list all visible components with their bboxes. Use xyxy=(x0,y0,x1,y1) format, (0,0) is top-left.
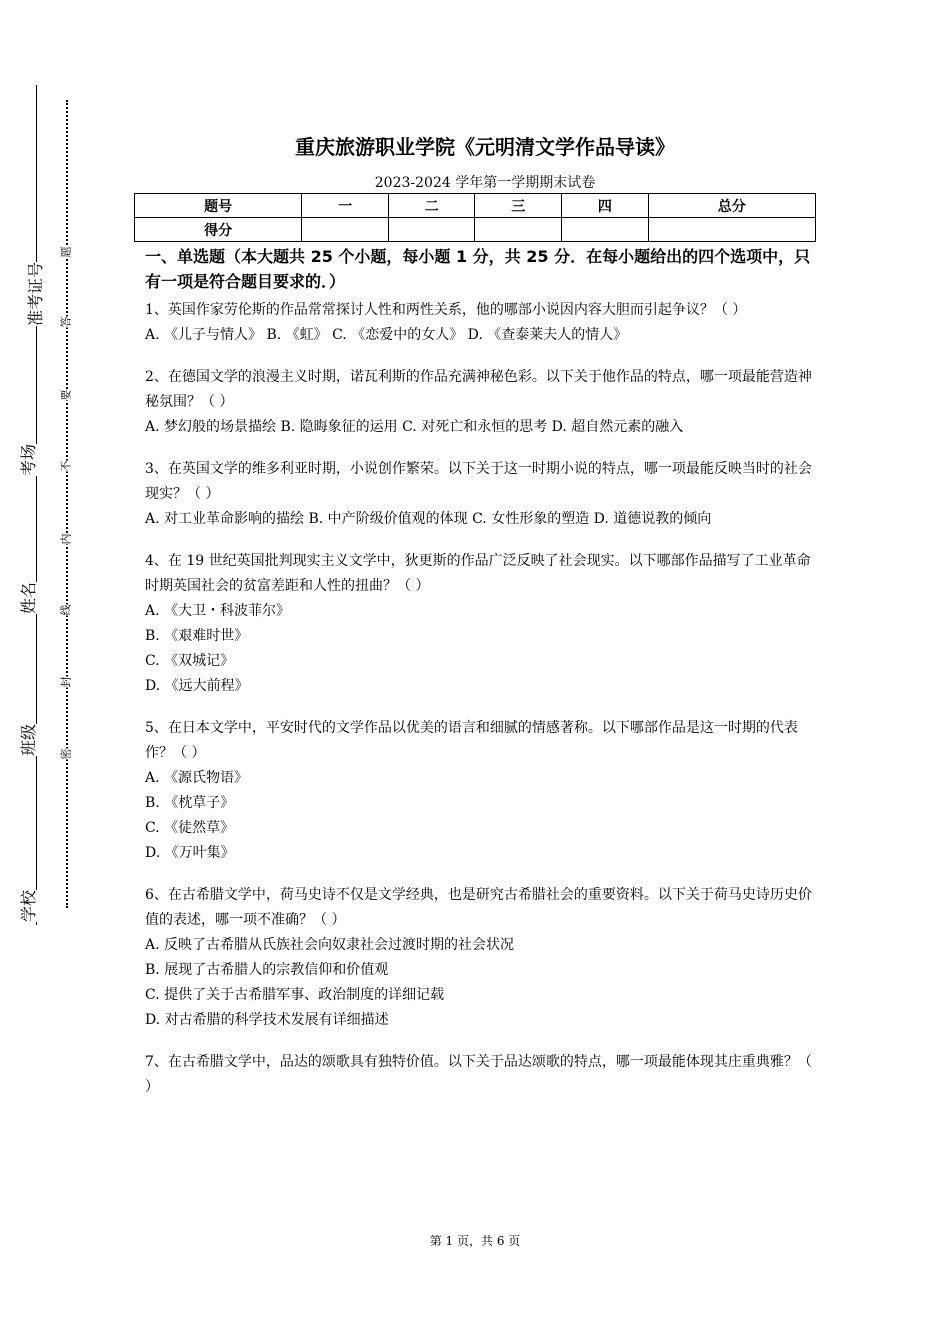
binding-margin xyxy=(0,0,110,1344)
score-cell xyxy=(302,218,389,242)
question-stem: 1、英国作家劳伦斯的作品常常探讨人性和两性关系，他的哪部小说因内容大胆而引起争议？（ ） xyxy=(145,302,747,318)
seal-char: 答 xyxy=(59,316,73,328)
answer-option: C. 《双城记》 xyxy=(145,653,235,669)
question-stem: 7、在古希腊文学中，品达的颂歌具有独特价值。以下关于品达颂歌的特点，哪一项最能体现其庄重典雅？（ ） xyxy=(145,1054,812,1095)
question-stem: 4、在 19 世纪英国批判现实主义文学中，狄更斯的作品广泛反映了社会现实。以下哪部作品描写了工业革命时期英国社会的贫富差距和人性的扭曲？（ ） xyxy=(145,553,811,594)
answer-option: C. 提供了关于古希腊军事、政治制度的详细记载 xyxy=(145,987,445,1003)
seal-char: 不 xyxy=(59,460,73,472)
question-item xyxy=(145,716,817,866)
question-item xyxy=(145,457,817,532)
answer-option: D. 《远大前程》 xyxy=(145,678,249,694)
seal-char: 封 xyxy=(59,676,73,688)
score-cell xyxy=(562,218,649,242)
score-cell xyxy=(475,218,562,242)
question-stem: 6、在古希腊文学中，荷马史诗不仅是文学经典，也是研究古希腊社会的重要资料。以下关于荷马史诗历史价值的表述，哪一项不准确？（ ） xyxy=(145,887,812,928)
score-table-header-row xyxy=(135,194,816,218)
score-table-score-row xyxy=(135,218,816,242)
exam-title: 重庆旅游职业学院《元明清文学作品导读》 xyxy=(295,135,675,159)
answer-option: A. 《源氏物语》 xyxy=(145,770,249,786)
question-area xyxy=(145,244,817,1100)
school-label: 学校 xyxy=(19,889,39,923)
answer-option: C. 《徒然草》 xyxy=(145,820,235,836)
option-list xyxy=(145,507,817,532)
question-stem: 5、在日本文学中，平安时代的文学作品以优美的语言和细腻的情感著称。以下哪部作品是这一时期的代表作？（ ） xyxy=(145,720,798,761)
question-item xyxy=(145,549,817,699)
option-list xyxy=(145,323,817,348)
question-item xyxy=(145,298,817,348)
answer-option: A. 《大卫・科波菲尔》 xyxy=(145,603,291,619)
question-item xyxy=(145,1050,817,1100)
question-item xyxy=(145,883,817,1033)
answer-option: B. 展现了古希腊人的宗教信仰和价值观 xyxy=(145,962,389,978)
question-list xyxy=(145,298,817,1100)
answer-option: A. 《儿子与情人》 B. 《虹》 C. 《恋爱中的女人》 D. 《查泰莱夫人的情人》 xyxy=(145,327,628,343)
seal-char: 题 xyxy=(59,246,73,258)
score-header-cell: 一 xyxy=(302,194,389,218)
seal-char: 要 xyxy=(59,389,73,401)
option-list xyxy=(145,933,817,1033)
option-list xyxy=(145,415,817,440)
seal-char: 密 xyxy=(59,748,73,760)
score-cell xyxy=(388,218,475,242)
score-row-label: 得分 xyxy=(135,218,302,242)
page-footer: 第 1 页，共 6 页 xyxy=(429,1234,521,1248)
score-header-cell: 题号 xyxy=(135,194,302,218)
exam-room-label: 考场 xyxy=(19,443,39,477)
exam-id-label: 准考证号 xyxy=(26,261,46,327)
answer-option: A. 反映了古希腊从氏族社会向奴隶社会过渡时期的社会状况 xyxy=(145,937,515,953)
score-header-cell: 三 xyxy=(475,194,562,218)
answer-option: D. 对古希腊的科学技术发展有详细描述 xyxy=(145,1012,389,1028)
question-item xyxy=(145,365,817,440)
answer-option: B. 《枕草子》 xyxy=(145,795,235,811)
answer-option: D. 《万叶集》 xyxy=(145,845,235,861)
option-list xyxy=(145,599,817,699)
question-stem: 2、在德国文学的浪漫主义时期，诺瓦利斯的作品充满神秘色彩。以下关于他作品的特点，哪一项最能营造神秘氛围？（ ） xyxy=(145,369,812,410)
score-header-cell: 总分 xyxy=(648,194,815,218)
seal-char: 线 xyxy=(59,604,73,616)
score-header-cell: 四 xyxy=(562,194,649,218)
score-cell xyxy=(648,218,815,242)
binding-solid-line xyxy=(36,85,37,925)
class-label: 班级 xyxy=(19,723,39,757)
answer-option: A. 梦幻般的场景描绘 B. 隐晦象征的运用 C. 对死亡和永恒的思考 D. 超自然元素的融入 xyxy=(145,419,684,435)
exam-subtitle: 2023-2024 学年第一学期期末试卷 xyxy=(374,175,596,191)
option-list xyxy=(145,766,817,866)
score-table xyxy=(134,193,816,242)
seal-char: 内 xyxy=(59,533,73,545)
section-title: 一、单选题（本大题共 25 个小题，每小题 1 分，共 25 分．在每小题给出的四个选项中，只有一项是符合题目要求的．） xyxy=(145,247,811,291)
question-stem: 3、在英国文学的维多利亚时期，小说创作繁荣。以下关于这一时期小说的特点，哪一项最能反映当时的社会现实？（ ） xyxy=(145,461,812,502)
answer-option: B. 《艰难时世》 xyxy=(145,628,249,644)
answer-option: A. 对工业革命影响的描绘 B. 中产阶级价值观的体现 C. 女性形象的塑造 D. 道德说教的倾向 xyxy=(145,511,712,527)
binding-dotted-line xyxy=(66,100,68,908)
score-header-cell: 二 xyxy=(388,194,475,218)
name-label: 姓名 xyxy=(19,581,39,615)
